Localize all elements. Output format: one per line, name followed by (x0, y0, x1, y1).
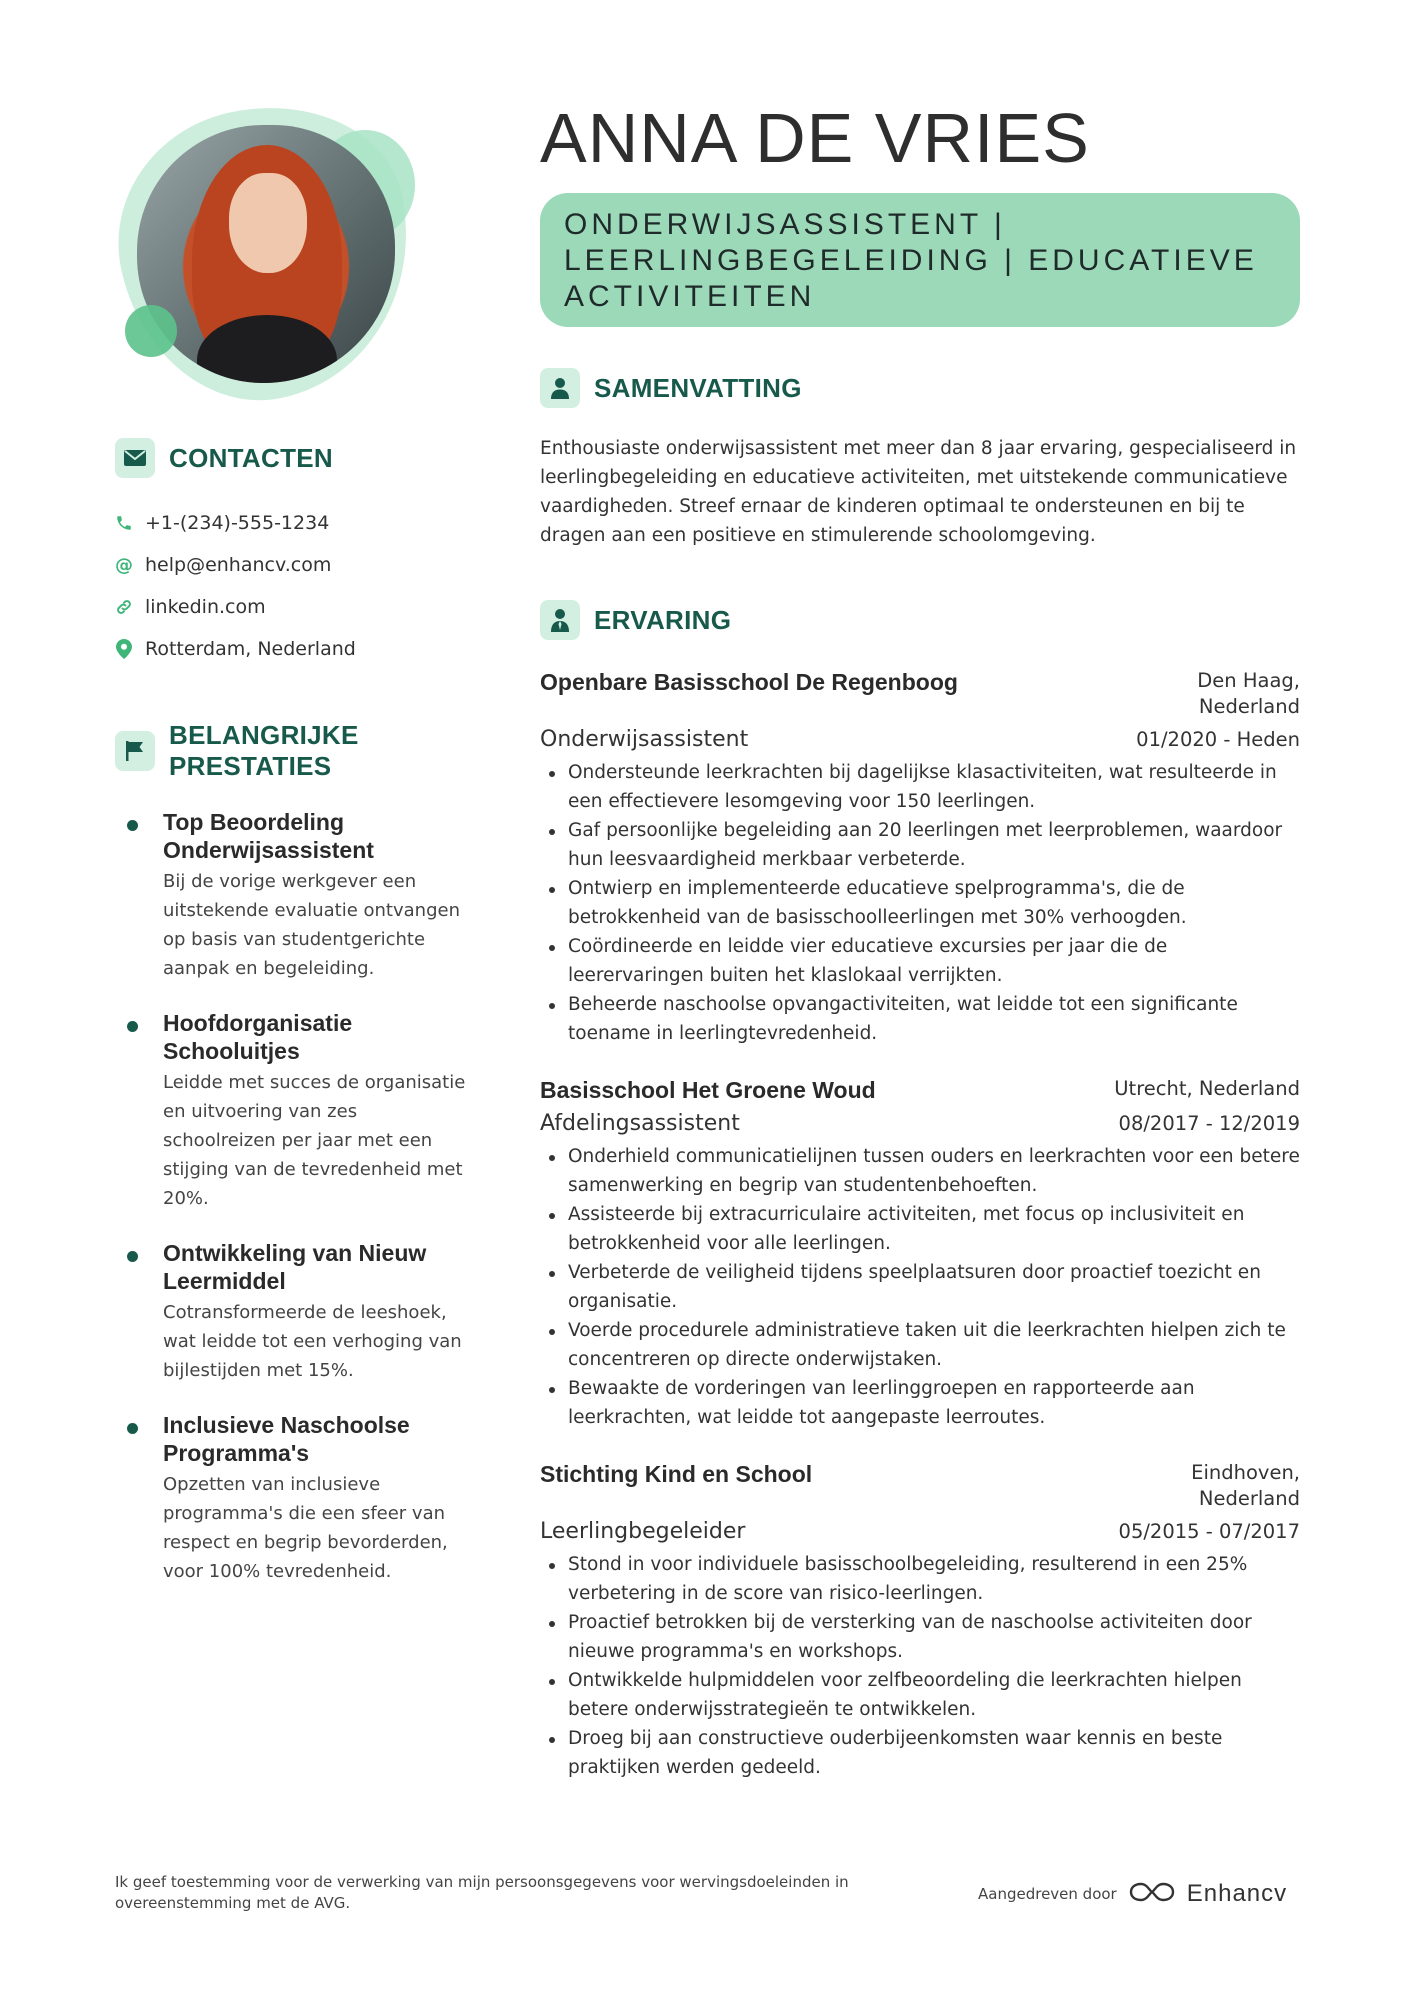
contact-linkedin-text: linkedin.com (145, 596, 266, 618)
job-bullet: Droeg bij aan constructieve ouderbijeenkomsten waar kennis en beste praktijken werden gedeeld. (540, 1724, 1300, 1782)
job-company: Basisschool Het Groene Woud (540, 1077, 876, 1103)
contact-location-text: Rotterdam, Nederland (145, 638, 356, 660)
contact-email[interactable] (115, 544, 475, 586)
job-entry (540, 668, 1300, 1048)
achievement-desc: Cotransformeerde de leeshoek, wat leidde tot een verhoging van bijlestijden met 15%. (163, 1302, 462, 1381)
job-bullet: Coördineerde en leidde vier educatieve excursies per jaar die de leerervaringen buiten het klaslokaal verrijkten. (540, 932, 1300, 990)
job-title: Afdelingsassistent (540, 1111, 740, 1136)
achievement-title: Inclusieve Naschoolse Programma's (163, 1412, 410, 1466)
job-title: Leerlingbegeleider (540, 1519, 746, 1544)
job-bullet: Stond in voor individuele basisschoolbegeleiding, resulterend in een 25% verbetering in de score van risico-leerlingen. (540, 1550, 1300, 1608)
achievement-desc: Leidde met succes de organisatie en uitvoering van zes schoolreizen per jaar met een stijging van de tevredenheid met 20%. (163, 1072, 466, 1209)
contacts-section (115, 438, 475, 670)
avatar (137, 125, 395, 383)
job-bullet: Assisteerde bij extracurriculaire activiteiten, met focus op inclusiviteit en betrokkenheid voor alle leerlingen. (540, 1200, 1300, 1258)
job-dates: 05/2015 - 07/2017 (1118, 1520, 1300, 1543)
job-location: Utrecht, Nederland (1114, 1077, 1300, 1100)
job-bullet: Verbeterde de veiligheid tijdens speelplaatsuren door proactief toezicht en organisatie. (540, 1258, 1300, 1316)
job-company: Stichting Kind en School (540, 1461, 813, 1487)
contact-linkedin[interactable] (115, 586, 475, 628)
powered-by[interactable] (978, 1880, 1287, 1908)
job-title: Onderwijsassistent (540, 727, 749, 752)
envelope-icon (115, 438, 155, 478)
summary-section (540, 368, 1300, 550)
enhancv-logo-icon (1129, 1880, 1175, 1908)
contact-phone[interactable] (115, 502, 475, 544)
achievement-item (115, 1239, 475, 1385)
job-dates: 08/2017 - 12/2019 (1118, 1112, 1300, 1135)
job-bullet: Ondersteunde leerkrachten bij dagelijkse klasactiviteiten, wat resulteerde in een effectievere lesomgeving voor 150 leerlingen. (540, 758, 1300, 816)
brand-name: Enhancv (1186, 1880, 1288, 1907)
job-bullet: Onderhield communicatielijnen tussen ouders en leerkrachten voor een betere samenwerking en begrip van studentenbehoeften. (540, 1142, 1300, 1200)
achievement-title: Ontwikkeling van Nieuw Leermiddel (163, 1240, 427, 1294)
flag-icon (115, 731, 155, 771)
contact-email-text: help@enhancv.com (145, 554, 332, 576)
achievements-title-line2: PRESTATIES (169, 751, 332, 781)
contact-phone-text: +1-(234)-555-1234 (145, 512, 330, 534)
location-pin-icon (115, 639, 133, 659)
at-icon: @ (115, 554, 133, 576)
briefcase-user-icon (540, 600, 580, 640)
achievement-item (115, 1411, 475, 1586)
decorative-dot (125, 305, 177, 357)
achievement-item (115, 1009, 475, 1213)
page-title: ANNA DE VRIES (540, 99, 1090, 177)
job-bullet: Gaf persoonlijke begeleiding aan 20 leerlingen met leerproblemen, waardoor hun leesvaardigheid merkbaar verbeterde. (540, 816, 1300, 874)
job-dates: 01/2020 - Heden (1136, 728, 1300, 751)
job-bullet: Voerde procedurele administratieve taken uit die leerkrachten hielpen zich te concentreren op directe onderwijstaken. (540, 1316, 1300, 1374)
consent-text: Ik geef toestemming voor de verwerking van mijn persoonsgegevens voor wervingsdoeleinden in overeenstemming met de AVG. (115, 1873, 849, 1912)
experience-section (540, 600, 1300, 1810)
achievements-title-line1: BELANGRIJKE (169, 720, 359, 750)
contact-location (115, 628, 475, 670)
link-icon (115, 598, 133, 616)
headline-banner: ONDERWIJSASSISTENT | LEERLINGBEGELEIDING | EDUCATIEVE ACTIVITEITEN (540, 193, 1300, 327)
achievement-title: Hoofdorganisatie Schooluitjes (163, 1010, 353, 1064)
achievement-title: Top Beoordeling Onderwijsassistent (163, 809, 374, 863)
job-location: Den Haag, Nederland (1197, 669, 1300, 718)
summary-title: SAMENVATTING (594, 372, 802, 403)
header (540, 98, 1300, 327)
achievement-item (115, 808, 475, 983)
job-entry (540, 1076, 1300, 1432)
powered-by-label: Aangedreven door (978, 1885, 1117, 1903)
job-bullet: Ontwierp en implementeerde educatieve spelprogramma's, die de betrokkenheid van de basisschoolleerlingen met 30% verhoogden. (540, 874, 1300, 932)
user-icon (540, 368, 580, 408)
profile-photo-area (115, 100, 435, 410)
achievements-title (169, 720, 359, 782)
job-company: Openbare Basisschool De Regenboog (540, 669, 958, 695)
phone-icon (115, 514, 133, 532)
job-bullet: Ontwikkelde hulpmiddelen voor zelfbeoordeling die leerkrachten hielpen betere onderwijsstrategieën te ontwikkelen. (540, 1666, 1300, 1724)
achievement-desc: Opzetten van inclusieve programma's die een sfeer van respect en begrip bevorderden, voor 100% tevredenheid. (163, 1474, 448, 1582)
experience-title: ERVARING (594, 604, 732, 635)
achievements-section (115, 720, 475, 1612)
job-bullet: Proactief betrokken bij de versterking van de naschoolse activiteiten door nieuwe programma's en workshops. (540, 1608, 1300, 1666)
contacts-title: CONTACTEN (169, 442, 333, 473)
job-bullet: Bewaakte de vorderingen van leerlinggroepen en rapporteerde aan leerkrachten, wat leidde tot aangepaste leerroutes. (540, 1374, 1300, 1432)
summary-text: Enthousiaste onderwijsassistent met meer dan 8 jaar ervaring, gespecialiseerd in leerlingbegeleiding en educatieve activiteiten, met uitstekende communicatieve vaardigheden. Streef ernaar de kinderen optimaal te ondersteunen en bij te dragen aan een positieve en stimulerende schoolomgeving. (540, 438, 1297, 546)
job-location: Eindhoven, Nederland (1191, 1461, 1300, 1510)
achievement-desc: Bij de vorige werkgever een uitstekende evaluatie ontvangen op basis van studentgerichte aanpak en begeleiding. (163, 871, 460, 979)
job-bullet: Beheerde naschoolse opvangactiviteiten, wat leidde tot een significante toename in leerlingtevredenheid. (540, 990, 1300, 1048)
job-entry (540, 1460, 1300, 1782)
